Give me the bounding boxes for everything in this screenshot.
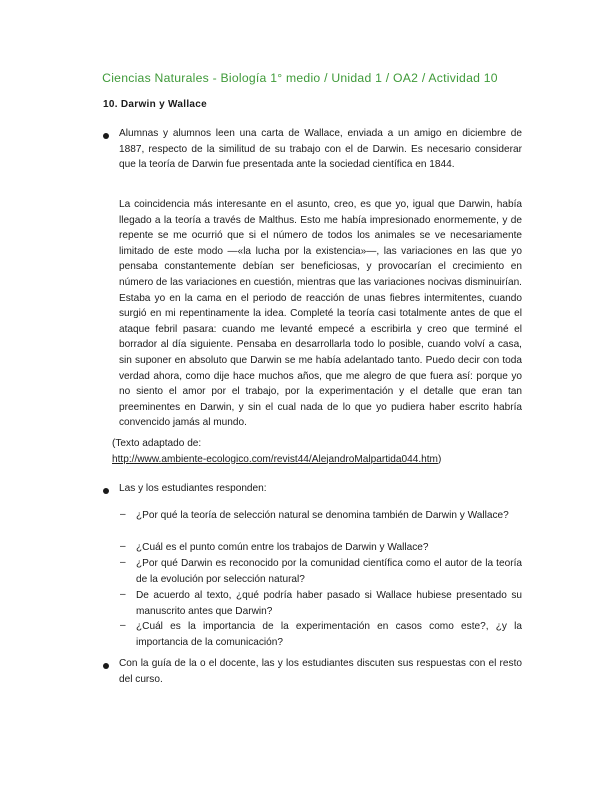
bullet-dot: [103, 133, 109, 139]
question-dash: –: [120, 557, 126, 568]
page-header: Ciencias Naturales - Biología 1° medio / Unidad 1 / OA2 / Actividad 10: [102, 71, 498, 85]
source-close: ): [437, 453, 442, 465]
question-dash: –: [120, 541, 126, 552]
wallace-letter-quote: La coincidencia más interesante en el asunto, creo, es que yo, igual que Darwin, había llegado a la teoría a través de Malthus. Esto me había impresionado enormemente, y de repente se me ocurrió que si el número de todos los animales se ve necesariamente limitado de este modo —«la lucha por la existencia»—, las variaciones en las que yo pensaba constantemente debían ser beneficiosas, y provocarían el crecimiento en número de las variaciones en cuestión, mientras que las variaciones nocivas disminuirían. Estaba yo en la cama en el periodo de reacción de unas fiebres intermitentes, cuando surgió en mi repentinamente la idea. Completé la teoría casi totalmente antes de que el ataque febril pasara: cuando me levanté empecé a escribirla y creo que terminé el borrador al día siguiente. Pensaba en desarrollarla todo lo posible, cuando volví a casa, sin suponer en absoluto que Darwin se me había adelantado tanto. Puedo decir con toda verdad ahora, como dije hace muchos años, que me alegro de que fuera así: porque yo no siento el amor por el trabajo, por la experimentación y el detalle que eran tan preeminentes en Darwin, y sin el cual nada de lo que yo pudiera haber escrito habría convencido jamás al mundo.: [119, 199, 522, 429]
question-item: ¿Por qué Darwin es reconocido por la comunidad científica como el autor de la teoría de la evolución por selección natural?: [136, 558, 522, 585]
question-item: ¿Cuál es la importancia de la experimentación en casos como este?, ¿y la importancia de la comunicación?: [136, 621, 522, 648]
question-item: De acuerdo al texto, ¿qué podría haber pasado si Wallace hubiese presentado su manuscrito antes que Darwin?: [136, 590, 522, 617]
question-dash: –: [120, 620, 126, 631]
section-title: 10. Darwin y Wallace: [103, 99, 208, 110]
question-item: ¿Cuál es el punto común entre los trabajos de Darwin y Wallace?: [136, 542, 429, 553]
respond-paragraph: Las y los estudiantes responden:: [119, 483, 267, 494]
question-item: ¿Por qué la teoría de selección natural se denomina también de Darwin y Wallace?: [136, 510, 509, 521]
question-dash: –: [120, 589, 126, 600]
source-label: (Texto adaptado de:: [112, 438, 202, 449]
discussion-paragraph: Con la guía de la o el docente, las y los estudiantes discuten sus respuestas con el resto del curso.: [119, 658, 522, 685]
intro-paragraph: Alumnas y alumnos leen una carta de Wallace, enviada a un amigo en diciembre de 1887, respecto de la similitud de su trabajo con el de Darwin. Es necesario considerar que la teoría de Darwin fue presentada ante la sociedad científica en 1844.: [119, 128, 522, 171]
source-link[interactable]: http://www.ambiente-ecologico.com/revist44/AlejandroMalpartida044.htm: [112, 453, 438, 465]
bullet-dot: [103, 488, 109, 494]
source-citation: [112, 436, 532, 467]
bullet-dot: [103, 663, 109, 669]
question-dash: –: [120, 509, 126, 520]
